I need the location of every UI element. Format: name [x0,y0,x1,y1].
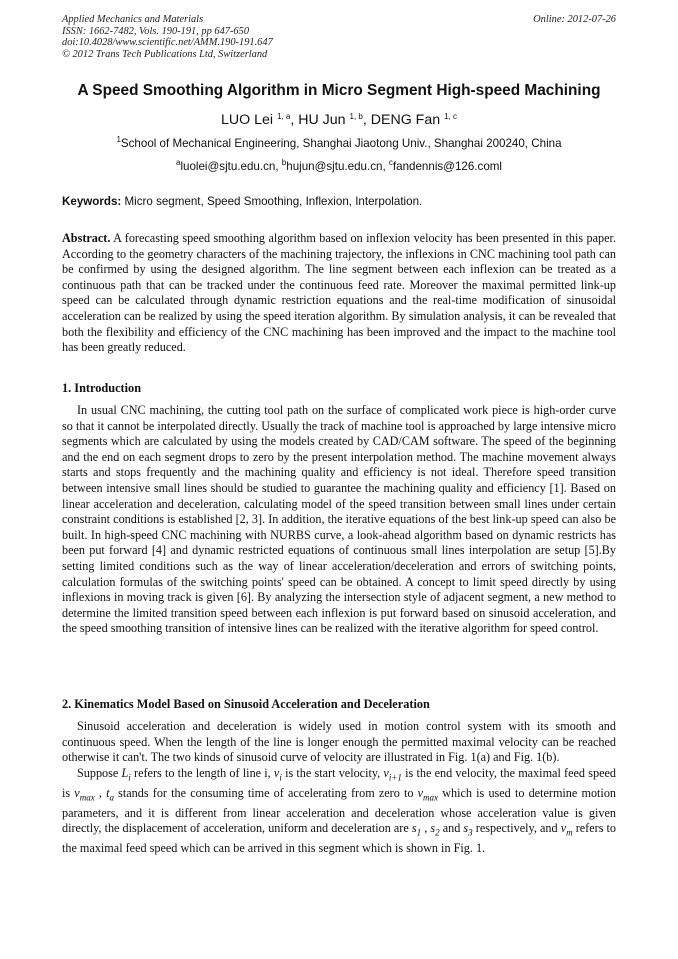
email-sup: c [388,158,393,167]
abstract-label: Abstract. [62,231,111,245]
section-heading-kinematics: 2. Kinematics Model Based on Sinusoid Acceleration and Deceleration [62,697,430,711]
email-list [62,160,616,173]
author-name: LUO Lei [221,112,274,128]
author-sup: 1, b [349,112,363,121]
author-sup: 1, c [444,112,457,121]
affiliation-text: School of Mechanical Engineering, Shanghai Jiaotong Univ., Shanghai 200240, China [120,137,562,150]
author-sup: 1, a [277,112,291,121]
email-link[interactable]: fandennis@126.coml [392,160,502,173]
paragraph: Suppose $L_i$ refers to the length of line i, $v_i$ is the start velocity, $v_{i+1}$ is the end velocity, the maximal feed speed is $v_{max}$ , $t_a$ stands for the consuming time of accelerating from zero to $v_{max}$ which is used to determine motion parameters, and it is different from linear acceleration and deceleration whose acceleration value is given directly, the displacement of acceleration, uniform and deceleration are $s_1$ , $s_2$ and $s_3$ respectively, and $v_m$ refers to the maximal feed speed which can be arrived in this segment which is shown in Fig. 1. [62,765,617,856]
section-heading-introduction: 1. Introduction [62,381,142,395]
paper-title: A Speed Smoothing Algorithm in Micro Segment High-speed Machining [77,82,601,99]
online-date: Online: 2012-07-26 [533,14,616,25]
doi-line: doi:10.4028/www.scientific.net/AMM.190-191.647 [62,37,273,49]
email-link[interactable]: luolei@sjtu.edu.cn, [180,160,282,173]
keywords [62,195,616,208]
paragraph: Sinusoid acceleration and deceleration is widely used in motion control system with its smooth and continuous speed. When the length of the line is longer enough the permitted maximal velocity can be reached otherwise it can't. The two kinds of sinusoid curve of velocity are illustrated in Fig. 1(a) and Fig. 1(b). [62,719,616,765]
keywords-text: Micro segment, Speed Smoothing, Inflexion, Interpolation. [121,195,423,208]
kinematics-body [62,719,616,857]
journal-header [62,14,616,60]
affiliation [62,137,616,150]
email-sup: b [281,158,287,167]
email-link[interactable]: hujun@sjtu.edu.cn, [286,160,389,173]
copyright-line: © 2012 Trans Tech Publications Ltd, Switzerland [62,48,268,60]
author-name: DENG Fan [370,112,441,128]
journal-name: Applied Mechanics and Materials [62,14,204,25]
issn-line: ISSN: 1662-7482, Vols. 190-191, pp 647-650 [62,25,250,37]
author-name: HU Jun [298,112,346,128]
keywords-label: Keywords: [62,195,122,208]
abstract [62,231,616,356]
affiliation-sup: 1 [116,135,121,144]
email-sup: a [175,158,181,167]
introduction-body [62,403,616,637]
abstract-text: A forecasting speed smoothing algorithm based on inflexion velocity has been presented in this paper. According to the geometry characters of the machining trajectory, the inflexions in CNC machining tool path can be confirmed by using the designed algorithm. The line segment between each inflexion can be treated as a continuous path that can be tracked under the continuous feed rate. Moreover the maximal permitted link-up speed can be calculated through dynamic restriction equations and the real-time modification of sinusoidal acceleration can be realized by using the speed iteration algorithm. By simulation analysis, it can be revealed that both the flexibility and efficiency of the CNC machining has been improved and the impact to the machine tool has been greatly reduced. [62,231,616,355]
author-list: LUO Lei $^{1, a}$, HU Jun $^{1, b}$, DENG Fan $^{1, c}$ [221,112,457,128]
paragraph: In usual CNC machining, the cutting tool path on the surface of complicated work piece is high-order curve so that it cannot be interpolated directly. Usually the track of machine tool is approached by large intensive micro segments which are calculated by using the models created by CAD/CAM software. The speed of the beginning and the end on each segment drops to zero by the present interpolation method. The machine movement always starts and stops frequently and the machining quality and efficiency is not ideal. Therefore speed transition between intensive small lines should be studied to guarantee the machining quality and efficiency [1]. Based on linear acceleration and deceleration, calculating model of the speed transition between small lines under certain constraint conditions is established [2, 3]. In addition, the iterative equations of the best link-up speed can also be built. In high-speed CNC machining with NURBS curve, a look-ahead algorithm based on dynamic restricts has been put forward [4] and dynamic restricted equations of continuous small lines interpolation are setup [5].By setting limited conditions such as the way of linear acceleration/deceleration and errors of switching points, calculation formulas of the switching points' speed can be obtained. A concept to limit speed directly by using inflexions in moving track is given [6]. By analyzing the intersection style of adjacent segment, a new method to determine the limited transition speed between each inflexion is put forward based on sinusoid acceleration, and the speed smoothing transition of intensive lines can be realized with the iterative algorithm for speed control. [62,403,616,636]
